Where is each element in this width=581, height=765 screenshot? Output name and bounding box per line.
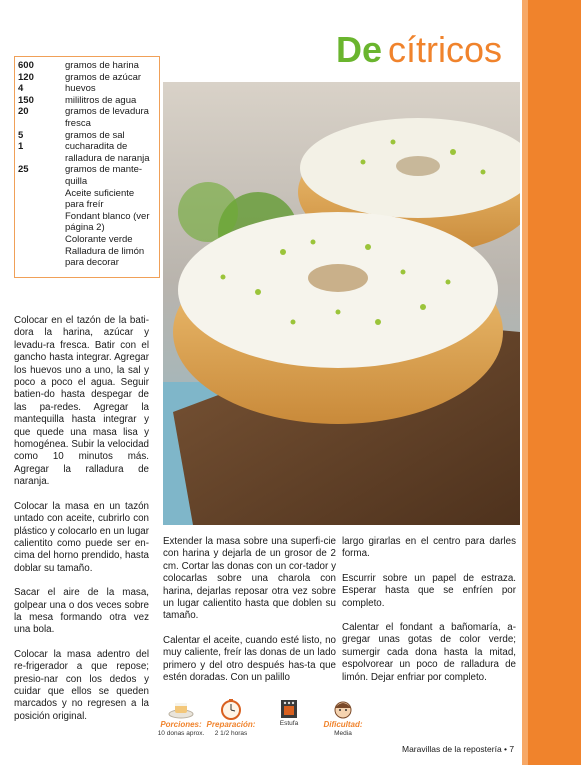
recipe-info-icons — [150, 698, 390, 742]
ingredient-text-line: Colorante verde — [65, 233, 133, 245]
cooking-method-info — [258, 698, 320, 728]
ingredient-quantity: 25 — [18, 164, 29, 176]
ingredient-text — [65, 141, 157, 164]
ingredient-quantity: 150 — [18, 94, 34, 106]
donuts-illustration — [163, 82, 520, 525]
ingredient-text-line: gramos de levadura — [65, 106, 149, 118]
clock-icon — [218, 698, 244, 720]
portions-value: 10 donas aprox. — [157, 730, 205, 737]
instruction-paragraph: Escurrir sobre un papel de estraza. Esperar hasta que se enfríen por completo. — [342, 572, 516, 609]
instruction-paragraph: Calentar el aceite, cuando esté listo, no muy caliente, freír las donas de un lado primero y del otro después has-ta que estén doradas. Con un palillo — [163, 634, 336, 684]
ingredient-row — [15, 60, 159, 72]
title-word-citricos: cítricos — [388, 29, 503, 70]
difficulty-value: Media — [334, 730, 352, 737]
ingredient-row — [15, 72, 159, 84]
ingredient-row — [15, 106, 159, 129]
ingredient-text-line: gramos de harina — [65, 60, 139, 71]
page-footer: Maravillas de la repostería • 7 — [402, 744, 515, 754]
ingredient-text-line: mililitros de agua — [65, 94, 137, 106]
stove-icon — [276, 698, 302, 720]
ingredient-text — [65, 72, 157, 84]
ingredient-text-line: para freír — [65, 199, 104, 211]
ingredient-row — [15, 164, 159, 187]
plate-icon — [168, 698, 194, 720]
ingredient-quantity: 5 — [18, 129, 24, 141]
title-word-de: De — [336, 29, 383, 70]
preparation-value: 2 1/2 horas — [214, 730, 248, 737]
ingredient-row — [15, 83, 159, 95]
ingredient-text-line: fresca — [65, 117, 91, 129]
difficulty-label: Dificultad: — [323, 720, 363, 729]
donuts-photo — [163, 82, 520, 525]
ingredient-text — [65, 211, 157, 234]
instruction-paragraph: Extender la masa sobre una superfi-cie con harina y dejarla de un grosor de 2 cm. Cortar las donas con un cor-tador y colocarlas sobre una charola con harina, dejarlas reposar otra vez sobre un lugar calientito hasta que doblen su tamaño. — [163, 536, 336, 622]
ingredient-text-line: gramos de mante- — [65, 164, 143, 176]
ingredient-text — [65, 164, 157, 187]
ingredient-text-line: quilla — [65, 175, 88, 187]
ingredient-row — [15, 130, 159, 142]
ingredient-text-line: gramos de azúcar — [65, 71, 142, 83]
decorative-side-bar — [522, 0, 581, 765]
ingredient-text — [65, 246, 157, 269]
ingredient-row — [15, 188, 159, 211]
ingredient-text-line: huevos — [65, 83, 96, 95]
ingredient-text — [65, 234, 157, 246]
ingredient-text — [65, 106, 157, 129]
instruction-paragraph: Sacar el aire de la masa, golpear una o dos veces sobre la mesa formando otra vez una bola. — [14, 587, 149, 636]
ingredient-text — [65, 83, 157, 95]
ingredient-row — [15, 211, 159, 234]
ingredient-quantity: 4 — [18, 83, 24, 95]
ingredient-text-line: gramos de sal — [65, 129, 125, 141]
ingredient-quantity — [15, 211, 65, 234]
ingredient-text — [65, 60, 157, 72]
recipe-title — [336, 28, 502, 72]
instruction-paragraph: Colocar la masa en un tazón untado con aceite, cubrirlo con plástico y colocarlo en un lugar calientito como puede ser en-cima del horno prendido, hasta doblar su tamaño. — [14, 500, 149, 574]
instruction-paragraph: Colocar en el tazón de la bati-dora la harina, azúcar y levadu-ra fresca. Batir con el gancho hasta integrar. Agregar los huevos uno a uno, la sal y poco a poco el agua. Seguir batien-do hasta despegar de las pa-redes. Agregar la mantequilla hasta integrar y que quede una masa lisa y homogénea. Subir la velocidad como 10 minutos más. Agregar la ralladura de naranja. — [14, 315, 149, 488]
instruction-paragraph: largo girarlas en el centro para darles forma. — [342, 536, 516, 560]
ingredient-quantity — [15, 188, 65, 211]
ingredient-text-line: Ralladura de limón — [65, 245, 145, 257]
preparation-label: Preparación: — [206, 720, 256, 729]
difficulty-info — [312, 698, 374, 738]
ingredient-quantity: 1 — [18, 141, 24, 153]
instructions-column-1 — [14, 315, 149, 735]
ingredients-box — [14, 56, 160, 278]
preparation-info — [200, 698, 262, 738]
ingredient-quantity — [15, 246, 65, 269]
ingredient-text-line: ralladura de naranja — [65, 152, 150, 164]
portions-label: Porciones: — [160, 720, 202, 729]
ingredient-quantity: 20 — [18, 106, 29, 118]
cooking-method-value: Estufa — [279, 720, 299, 727]
ingredient-quantity: 120 — [18, 71, 34, 83]
chef-icon — [330, 698, 356, 720]
ingredient-text-line: Fondant blanco (ver — [65, 210, 150, 222]
ingredient-row — [15, 246, 159, 269]
instructions-column-3 — [342, 536, 516, 696]
instructions-column-2 — [163, 536, 336, 696]
ingredient-quantity — [15, 234, 65, 246]
instruction-paragraph: Colocar la masa adentro del re-frigerador a que repose; presio-nar con los dedos y cuidar que ellos se queden marcados y no regresen a la posición original. — [14, 648, 149, 722]
ingredient-row — [15, 234, 159, 246]
ingredient-quantity: 600 — [18, 60, 34, 71]
ingredient-text — [65, 95, 157, 107]
instruction-paragraph: Calentar el fondant a bañomaría, a-gregar unas gotas de color verde; sumergir cada dona hasta la mitad, espolvorear un poco de ralladura de limón. Dejar enfriar por completo. — [342, 622, 516, 683]
ingredient-text-line: Aceite suficiente — [65, 187, 135, 199]
ingredient-row — [15, 95, 159, 107]
ingredient-text — [65, 130, 157, 142]
ingredient-text — [65, 188, 157, 211]
ingredient-text-line: para decorar — [65, 257, 119, 269]
ingredient-text-line: cucharadita de — [65, 141, 128, 153]
ingredient-row — [15, 141, 159, 164]
ingredient-text-line: página 2) — [65, 222, 105, 234]
decorative-side-bar-edge — [522, 0, 528, 765]
